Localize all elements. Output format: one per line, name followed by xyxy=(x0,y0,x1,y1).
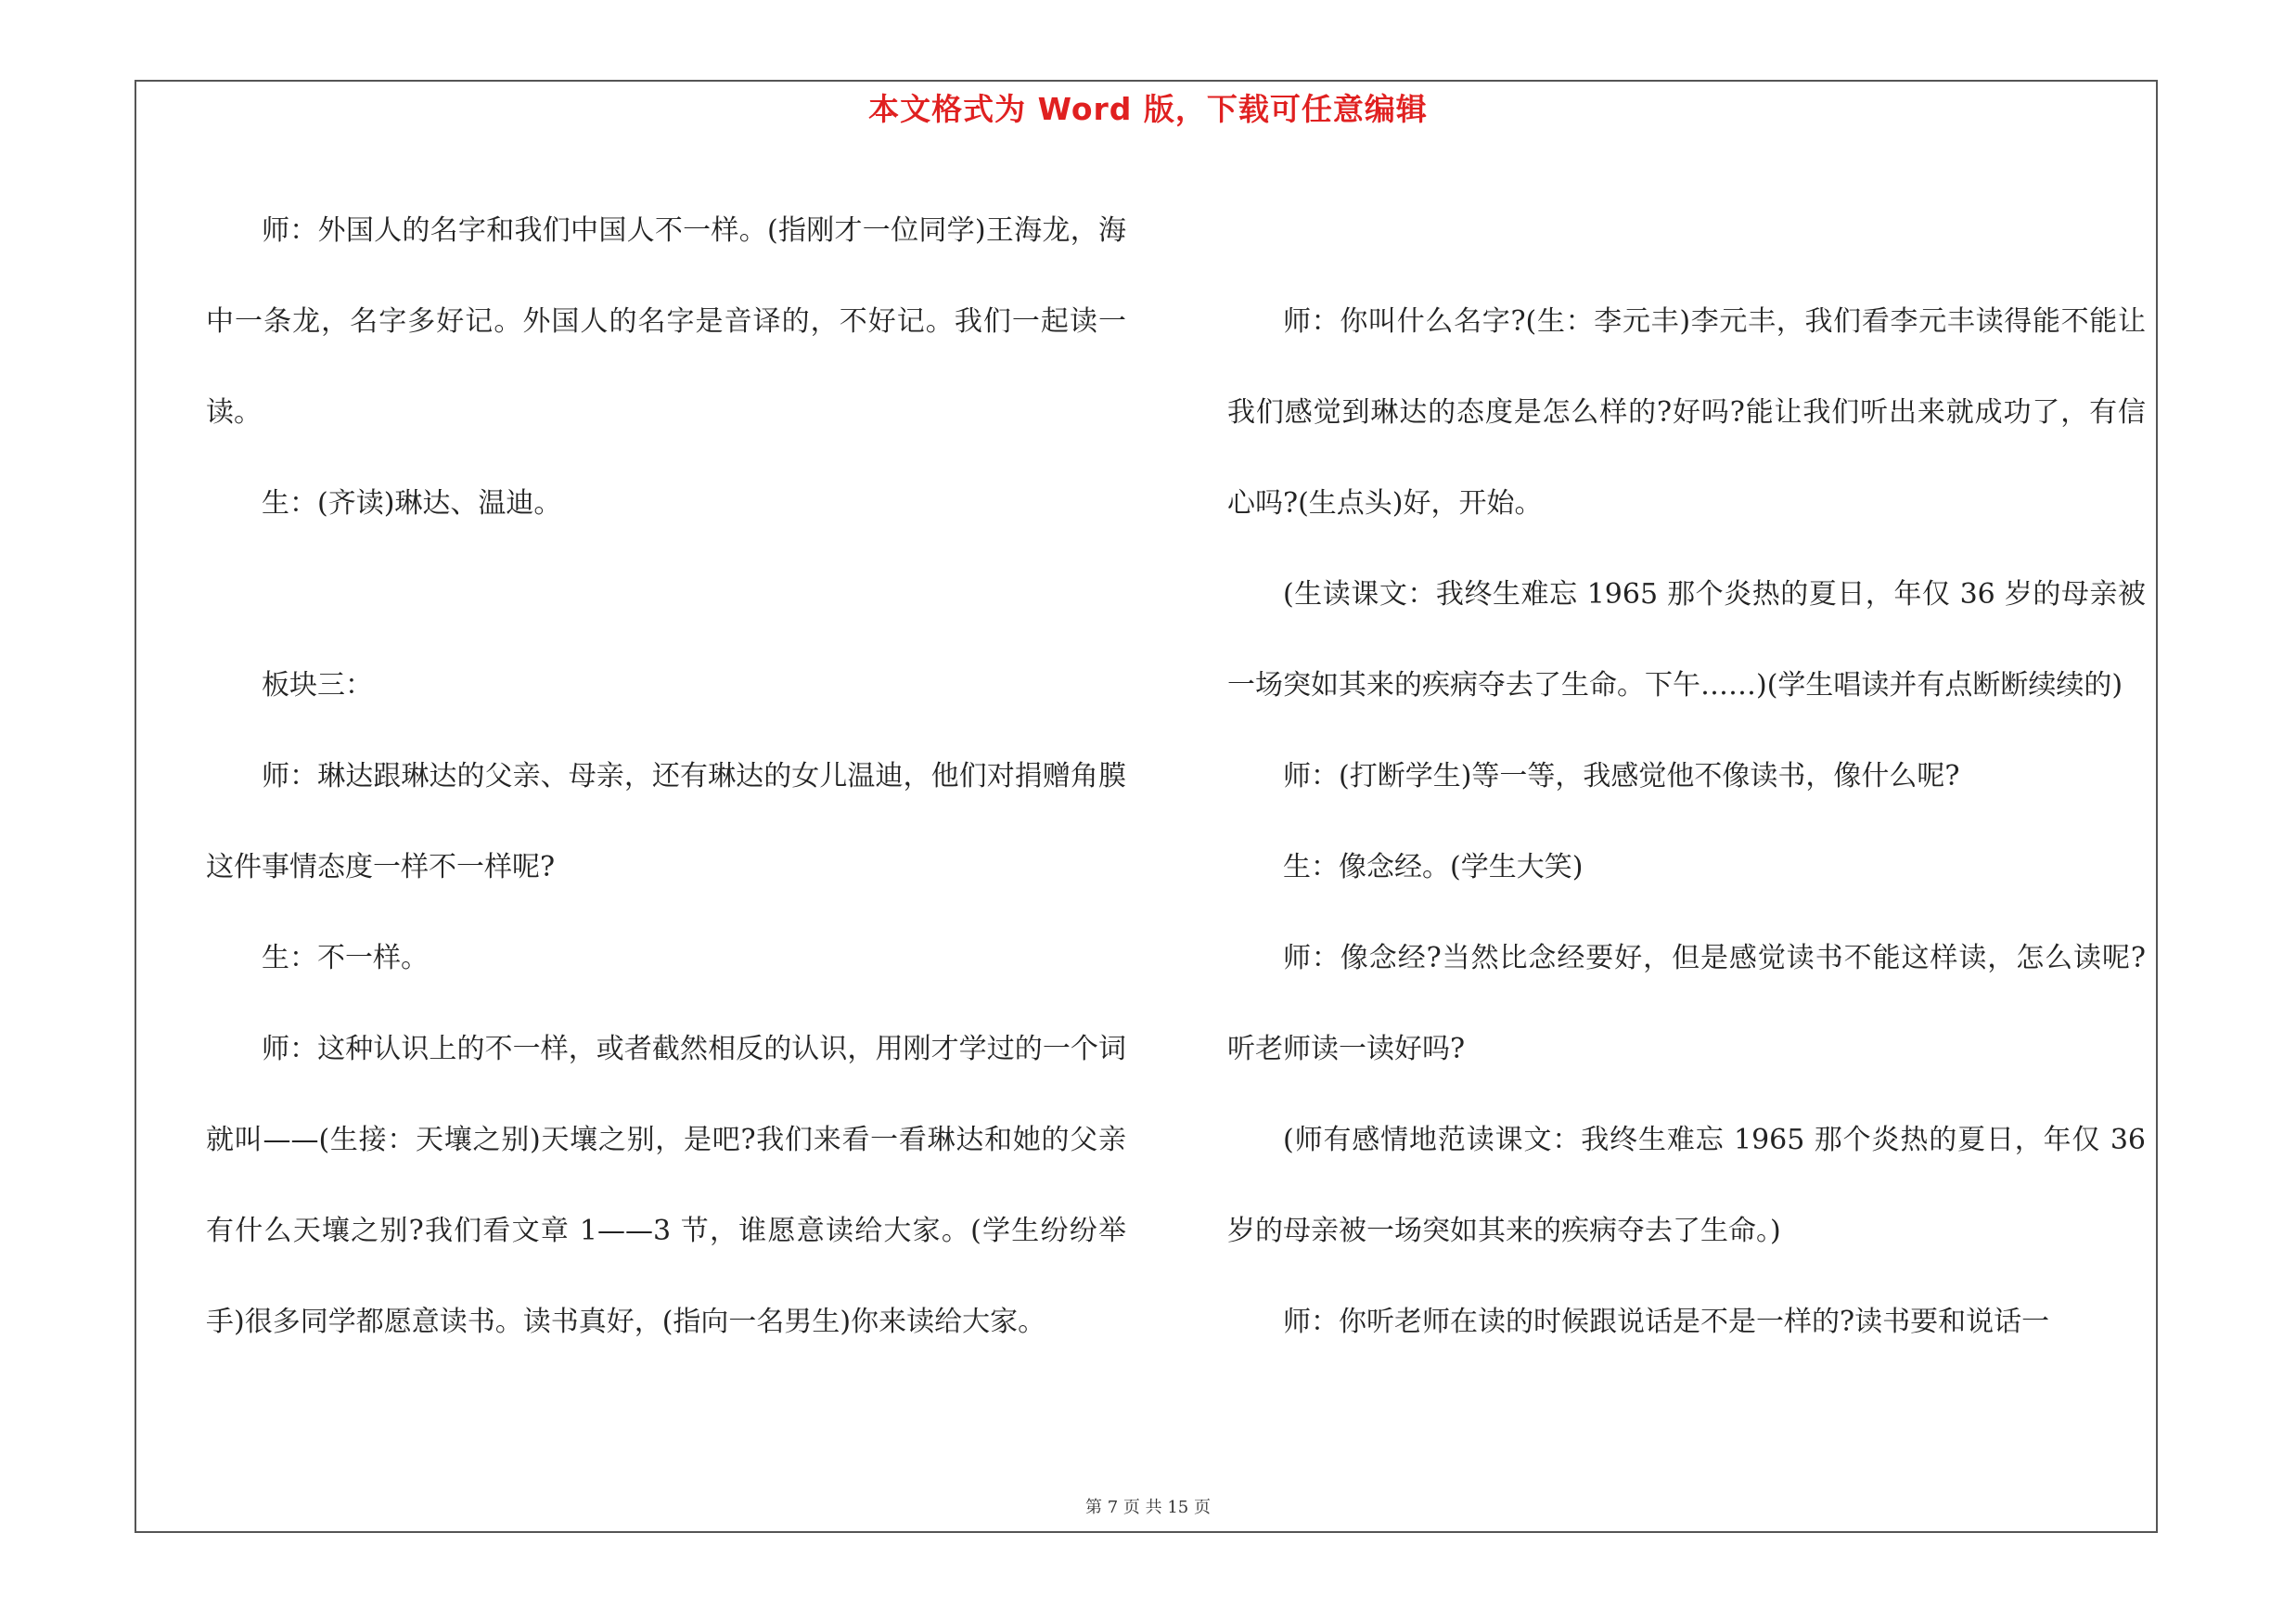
paragraph: 师：这种认识上的不一样，或者截然相反的认识，用刚才学过的一个词就叫——(生接：天壤之别)天壤之别，是吧?我们来看一看琳达和她的父亲有什么天壤之别?我们看文章 1——3 节，谁愿意读给大家。(学生纷纷举手)很多同学都愿意读书。读书真好，(指向一名男生)你来读给大家。 xyxy=(206,1033,1126,1338)
paragraph: 师：像念经?当然比念经要好，但是感觉读书不能这样读，怎么读呢?听老师读一读好吗? xyxy=(1227,942,2146,1065)
page-number: 第 7 页 共 15 页 xyxy=(1085,1498,1211,1517)
paragraph: (生读课文：我终生难忘 1965 那个炎热的夏日，年仅 36 岁的母亲被一场突如其来的疾病夺去了生命。下午……)(学生唱读并有点断断续续的) xyxy=(1227,578,2146,702)
blank-line xyxy=(206,549,1126,640)
paragraph: 师：外国人的名字和我们中国人不一样。(指刚才一位同学)王海龙，海中一条龙，名字多好记。外国人的名字是音译的，不好记。我们一起读一读。 xyxy=(206,214,1126,429)
format-banner: 本文格式为 Word 版，下载可任意编辑 xyxy=(868,91,1428,127)
paragraph: 生：像念经。(学生大笑) xyxy=(1283,851,1584,883)
paragraph: 师：你叫什么名字?(生：李元丰)李元丰，我们看李元丰读得能不能让我们感觉到琳达的态度是怎么样的?好吗?能让我们听出来就成功了，有信心吗?(生点头)好，开始。 xyxy=(1227,305,2146,520)
paragraph: 师：(打断学生)等一等，我感觉他不像读书，像什么呢? xyxy=(1283,760,1960,792)
paragraph: 生：(齐读)琳达、温迪。 xyxy=(262,487,562,520)
right-column xyxy=(1227,277,2146,1368)
paragraph: 生：不一样。 xyxy=(262,942,429,974)
section-heading: 板块三： xyxy=(262,669,373,702)
paragraph: 师：你听老师在读的时候跟说话是不是一样的?读书要和说话一 xyxy=(1283,1306,2050,1338)
paragraph: 师：琳达跟琳达的父亲、母亲，还有琳达的女儿温迪，他们对捐赠角膜这件事情态度一样不一样呢? xyxy=(206,760,1126,883)
paragraph: (师有感情地范读课文：我终生难忘 1965 那个炎热的夏日，年仅 36 岁的母亲被一场突如其来的疾病夺去了生命。) xyxy=(1227,1124,2146,1247)
left-column xyxy=(206,186,1126,1368)
